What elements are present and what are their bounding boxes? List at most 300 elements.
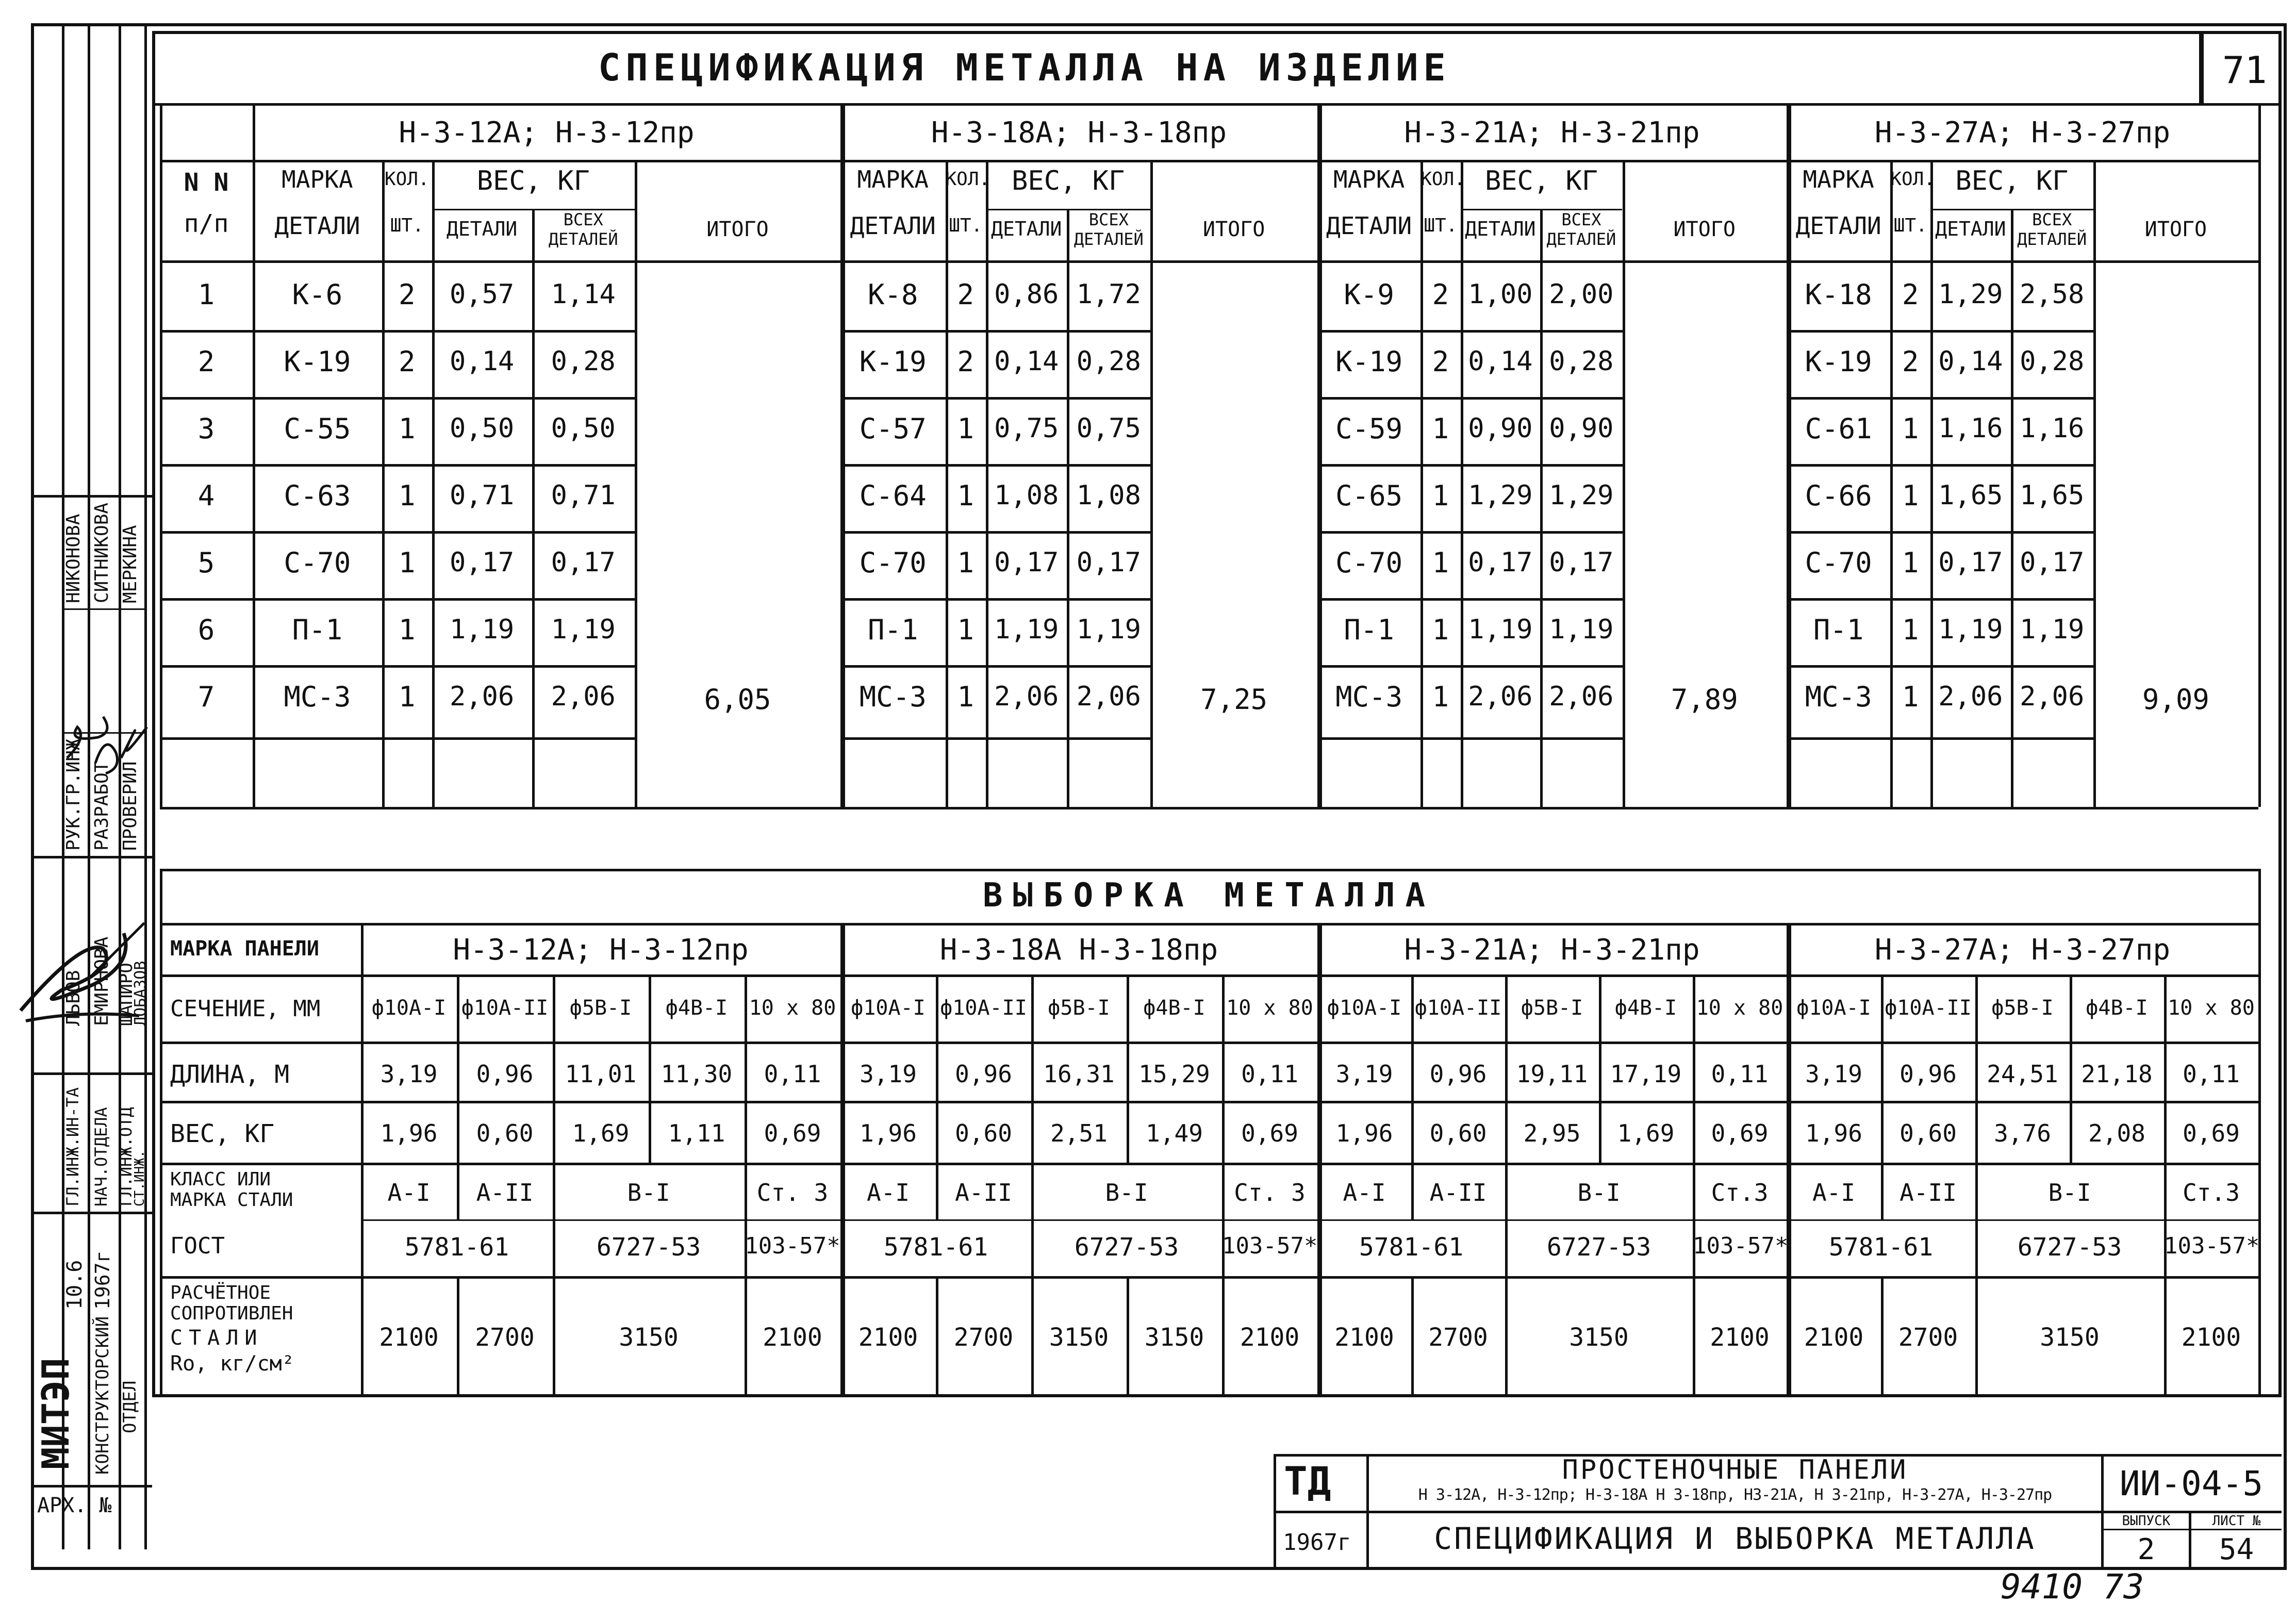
grid-line	[160, 531, 253, 534]
part-qty: 2	[1432, 345, 1449, 378]
part-mark: П-1	[292, 614, 343, 646]
row-number: 6	[197, 614, 215, 646]
vyborka-title: ВЫБОРКА МЕТАЛЛА	[983, 877, 1435, 915]
class-cell: Ст.3	[1711, 1179, 1769, 1206]
signature-scribble	[95, 745, 118, 773]
row-number: 4	[197, 480, 215, 512]
section-cell: ф10А-I	[371, 996, 447, 1020]
signature-scribble	[88, 923, 144, 980]
part-weight: 1,29	[1938, 279, 2003, 310]
sidebar-position: СТ.ИНЖ.	[132, 1150, 147, 1206]
section-cell: ф10А-I	[1796, 996, 1871, 1020]
signatures	[10, 567, 155, 1083]
grid-line	[160, 665, 253, 668]
title-underline	[152, 103, 2282, 106]
grid-line	[160, 974, 2258, 977]
grid-line	[253, 464, 635, 467]
part-qty: 1	[1902, 614, 1919, 646]
stamp-line	[2101, 1529, 2282, 1530]
grid-line	[160, 330, 253, 333]
corner-divider	[2199, 31, 2204, 103]
part-mark: МС-3	[1805, 681, 1872, 713]
parts-weight: 2,58	[2020, 279, 2085, 310]
length-cell: 16,31	[1043, 1060, 1115, 1088]
num-header: п/п	[184, 209, 229, 238]
section-cell: 10 x 80	[2168, 996, 2255, 1020]
part-qty: 2	[1902, 345, 1919, 378]
grid-line	[160, 598, 253, 601]
length-cell: 3,19	[1805, 1060, 1862, 1088]
grid-line	[160, 869, 2258, 871]
part-mark: П-1	[867, 614, 918, 646]
weight-header: ВЕС, КГ	[1955, 166, 2069, 196]
part-qty: 1	[398, 614, 416, 646]
part-weight: 0,17	[1938, 547, 2003, 578]
parts-weight: 1,19	[551, 614, 616, 645]
weight-cell: 1,11	[668, 1119, 725, 1147]
parts-weight: 0,71	[551, 480, 616, 511]
all-parts-header: ДЕТАЛЕЙ	[1546, 229, 1616, 249]
part-weight: 1,00	[1468, 279, 1533, 310]
length-cell: 3,19	[380, 1060, 438, 1088]
grid-line	[361, 923, 364, 1395]
gost-cell: 5781-61	[404, 1233, 509, 1262]
all-parts-header: ВСЕХ	[563, 210, 603, 229]
section-cell: ф5В-I	[1521, 996, 1583, 1020]
sidebar-arch: АРХ. №	[37, 1494, 112, 1517]
grid-line	[160, 464, 253, 467]
part-weight: 1,19	[1468, 614, 1533, 645]
qty-header: ШТ.	[1893, 215, 1927, 236]
grid-line	[1787, 397, 2093, 400]
stamp-issue: 2	[2137, 1533, 2155, 1566]
sidebar-name: ЕМИРНОВА	[91, 936, 112, 1026]
grid-line	[1787, 737, 2093, 740]
part-qty: 2	[398, 278, 416, 311]
part-mark: К-19	[284, 345, 351, 378]
mark-header: ДЕТАЛИ	[1326, 212, 1412, 240]
grid-line	[160, 260, 2258, 263]
all-parts-header: ДЕТАЛЕЙ	[548, 229, 618, 249]
parts-weight: 0,28	[551, 346, 616, 377]
sidebar-position: РАЗРАБОТ	[91, 761, 112, 851]
grid-line	[1787, 330, 2093, 333]
stamp-line	[1366, 1454, 1369, 1570]
spec-group-title: Н-3-18А; Н-3-18пр	[931, 116, 1227, 150]
section-cell: ф10А-II	[461, 996, 549, 1020]
gost-cell: 6727-53	[1074, 1233, 1179, 1262]
weight-cell: 2,08	[2088, 1119, 2145, 1147]
weight-cell: 1,96	[1335, 1119, 1393, 1147]
resist-cell: 3150	[619, 1323, 679, 1352]
sidebar-name: ЛЬВОВ	[63, 970, 84, 1026]
part-qty: 1	[1432, 547, 1449, 579]
class-cell: А-II	[1899, 1179, 1957, 1206]
weight-cell: 2,95	[1523, 1119, 1581, 1147]
stamp-td: ТД	[1284, 1458, 1331, 1504]
row-number: 2	[197, 345, 215, 378]
part-weight: 0,17	[1468, 547, 1533, 578]
spec-group-title: Н-3-27А; Н-3-27пр	[1874, 116, 2171, 150]
handwritten-number: 9410 73	[2001, 1567, 2144, 1607]
sidebar-position: НАЧ.ОТДЕЛА	[91, 1107, 111, 1206]
parts-weight: 0,17	[1549, 547, 1614, 578]
part-mark: К-9	[1344, 278, 1394, 311]
total-header: ИТОГО	[2144, 218, 2207, 241]
parts-weight: 0,28	[1549, 346, 1614, 377]
group-total: 9,09	[2142, 683, 2209, 716]
length-cell: 11,01	[565, 1060, 637, 1088]
mark-header: МАРКА	[857, 166, 929, 193]
grid-line	[253, 737, 635, 740]
grid-line	[1317, 464, 1623, 467]
part-qty: 2	[398, 345, 416, 378]
length-cell: 3,19	[1335, 1060, 1393, 1088]
grid-line	[160, 1276, 2258, 1279]
section-cell: 10 x 80	[1226, 996, 1313, 1020]
length-cell: 24,51	[1987, 1060, 2058, 1088]
grid-line	[840, 923, 845, 1395]
grid-line	[1787, 665, 2093, 668]
row-label-length: ДЛИНА, М	[170, 1060, 290, 1089]
corner-number: 71	[2222, 48, 2267, 92]
parts-weight: 2,06	[1549, 681, 1614, 712]
part-mark: К-6	[292, 278, 343, 311]
mark-header: МАРКА	[1333, 166, 1405, 193]
parts-weight: 2,00	[1549, 279, 1614, 310]
class-cell: В-I	[1105, 1179, 1148, 1206]
stamp-code: ИИ-04-5	[2119, 1464, 2264, 1503]
part-weight: 0,90	[1468, 413, 1533, 444]
row-label-weight: ВЕС, КГ	[170, 1119, 275, 1148]
part-qty: 1	[1432, 412, 1449, 445]
resist-cell: 2700	[475, 1323, 535, 1352]
parts-weight: 2,06	[2020, 681, 2085, 712]
part-qty: 1	[1902, 480, 1919, 512]
weight-header: ВЕС, КГ	[476, 166, 590, 196]
qty-header: КОЛ.	[1420, 169, 1465, 190]
part-qty: 2	[1902, 278, 1919, 311]
resist-cell: 2700	[953, 1323, 1014, 1352]
weight-cell: 0,69	[2183, 1119, 2240, 1147]
grid-line	[160, 160, 2258, 162]
length-cell: 19,11	[1516, 1060, 1588, 1088]
class-cell: А-I	[387, 1179, 431, 1206]
sidebar-position: РУК.ГР.ИНЖ.	[63, 728, 84, 851]
part-mark: С-70	[859, 547, 927, 579]
gost-cell: 103-57*	[1693, 1233, 1789, 1259]
grid-line	[253, 330, 635, 333]
num-header: N N	[184, 168, 229, 197]
part-mark: К-19	[859, 345, 927, 378]
mark-header: ДЕТАЛИ	[850, 212, 936, 240]
length-cell: 17,19	[1610, 1060, 1682, 1088]
signature-scribble	[26, 1014, 139, 1021]
section-cell: 10 x 80	[1696, 996, 1783, 1020]
spec-group-title: Н-3-12А; Н-3-12пр	[399, 116, 695, 150]
all-parts-header: ВСЕХ	[1561, 210, 1601, 229]
grid-line	[160, 737, 253, 740]
resist-cell: 2100	[1334, 1323, 1394, 1352]
row-label-resist: РАСЧЁТНОЕ	[170, 1282, 271, 1303]
length-cell: 0,96	[955, 1060, 1012, 1088]
part-mark: С-70	[1805, 547, 1872, 579]
part-qty: 2	[1432, 278, 1449, 311]
grid-line	[160, 869, 162, 1395]
grid-line	[253, 665, 635, 668]
stamp-panels: Н 3-12А, Н-3-12пр; Н-3-18А Н 3-18пр, Н3-21А, Н 3-21пр, Н-3-27А, Н-3-27пр	[1418, 1486, 2052, 1504]
grid-line	[1317, 737, 1623, 740]
gost-cell: 103-57*	[2164, 1233, 2260, 1259]
part-mark: С-61	[1805, 412, 1872, 445]
grid-line	[361, 1219, 2258, 1221]
part-weight: 0,14	[1468, 346, 1533, 377]
gost-cell: 5781-61	[883, 1233, 988, 1262]
section-cell: ф10А-I	[1327, 996, 1402, 1020]
resist-cell: 3150	[1569, 1323, 1629, 1352]
spec-group-title: Н-3-21А; Н-3-21пр	[1404, 116, 1700, 150]
grid-line	[160, 807, 2258, 809]
part-qty: 1	[398, 547, 416, 579]
part-mark: С-63	[284, 480, 351, 512]
resist-cell: 2100	[1240, 1323, 1300, 1352]
class-cell: В-I	[627, 1179, 670, 1206]
grid-line	[840, 330, 1150, 333]
part-qty: 1	[957, 547, 974, 579]
row-label-class: КЛАСС ИЛИ	[170, 1169, 271, 1190]
part-mark: К-19	[1805, 345, 1872, 378]
row-number: 7	[197, 681, 215, 713]
grid-line	[160, 397, 253, 400]
grid-line	[160, 1163, 2258, 1165]
length-cell: 15,29	[1138, 1060, 1210, 1088]
section-cell: ф10А-II	[1414, 996, 1502, 1020]
resist-cell: 2100	[1710, 1323, 1770, 1352]
part-qty: 1	[1432, 614, 1449, 646]
sidebar-line	[31, 1212, 152, 1214]
sidebar-name: ЛОБАЗОВ	[131, 961, 150, 1026]
part-mark: С-70	[1335, 547, 1403, 579]
resist-cell: 3150	[2040, 1323, 2100, 1352]
weight-cell: 0,60	[1429, 1119, 1487, 1147]
part-mark: С-55	[284, 412, 351, 445]
grid-line	[1787, 923, 1791, 1395]
parts-weight: 0,17	[1076, 547, 1141, 578]
grid-line	[1787, 531, 2093, 534]
row-label-gost: ГОСТ	[170, 1233, 225, 1259]
mark-header: ДЕТАЛИ	[274, 212, 360, 240]
class-cell: Ст. 3	[756, 1179, 829, 1206]
part-weight: 0,86	[994, 279, 1059, 310]
part-mark: К-8	[867, 278, 918, 311]
class-cell: А-I	[866, 1179, 910, 1206]
resist-cell: 2100	[858, 1323, 918, 1352]
per-part-header: ДЕТАЛИ	[1465, 218, 1536, 240]
grid-line	[840, 464, 1150, 467]
row-number: 3	[197, 412, 215, 445]
parts-weight: 1,14	[551, 279, 616, 310]
class-cell: А-II	[955, 1179, 1012, 1206]
grid-line	[253, 531, 635, 534]
sidebar-name: НИКОНОВА	[63, 514, 84, 603]
stamp-name: ПРОСТЕНОЧНЫЕ ПАНЕЛИ	[1562, 1454, 1908, 1485]
vyborka-group-title: Н-3-21А; Н-3-21пр	[1404, 933, 1700, 967]
part-mark: К-19	[1335, 345, 1403, 378]
length-cell: 0,96	[476, 1060, 534, 1088]
grid-line	[1787, 464, 2093, 467]
length-cell: 0,96	[1429, 1060, 1487, 1088]
part-weight: 2,06	[1468, 681, 1533, 712]
resist-cell: 2100	[1804, 1323, 1864, 1352]
parts-weight: 0,28	[2020, 346, 2085, 377]
row-label-section: СЕЧЕНИЕ, ММ	[170, 996, 321, 1022]
class-cell: А-II	[476, 1179, 534, 1206]
part-weight: 2,06	[994, 681, 1059, 712]
sidebar-position: ГЛ.ИНЖ.ИН-ТА	[63, 1087, 82, 1206]
parts-weight: 0,17	[551, 547, 616, 578]
row-label-panel: МАРКА ПАНЕЛИ	[170, 937, 319, 961]
weight-cell: 0,60	[476, 1119, 534, 1147]
stamp-sheet-label: ЛИСТ №	[2212, 1513, 2261, 1529]
length-cell: 0,11	[2183, 1060, 2240, 1088]
weight-cell: 0,69	[1241, 1119, 1298, 1147]
parts-weight: 0,28	[1076, 346, 1141, 377]
weight-cell: 1,69	[572, 1119, 630, 1147]
part-weight: 2,06	[449, 681, 515, 712]
part-qty: 2	[957, 278, 974, 311]
parts-weight: 1,16	[2020, 413, 2085, 444]
qty-header: ШТ.	[390, 215, 424, 236]
parts-weight: 1,19	[1549, 614, 1614, 645]
part-weight: 0,75	[994, 413, 1059, 444]
row-label-class: МАРКА СТАЛИ	[170, 1189, 293, 1211]
part-mark: МС-3	[859, 681, 927, 713]
part-qty: 1	[1902, 547, 1919, 579]
part-weight: 0,14	[1938, 346, 2003, 377]
gost-cell: 6727-53	[2017, 1233, 2122, 1262]
sidebar-org: МИТЭП	[34, 1358, 77, 1469]
qty-header: КОЛ.	[1890, 169, 1935, 190]
part-qty: 1	[398, 412, 416, 445]
parts-weight: 1,72	[1076, 279, 1141, 310]
class-cell: А-II	[1429, 1179, 1487, 1206]
gost-cell: 103-57*	[1222, 1233, 1318, 1259]
length-cell: 3,19	[860, 1060, 917, 1088]
total-header: ИТОГО	[1202, 218, 1265, 241]
grid-line	[840, 598, 1150, 601]
gost-cell: 5781-61	[1359, 1233, 1464, 1262]
length-cell: 0,11	[1711, 1060, 1769, 1088]
group-total: 7,89	[1671, 683, 1738, 716]
mark-header: МАРКА	[1803, 166, 1874, 193]
sidebar-date: 1967г	[91, 1250, 114, 1310]
all-parts-header: ВСЕХ	[1088, 210, 1129, 229]
grid-line	[1317, 531, 1623, 534]
part-qty: 1	[1902, 412, 1919, 445]
parts-weight: 1,19	[2020, 614, 2085, 645]
weight-cell: 0,60	[1899, 1119, 1957, 1147]
parts-weight: 2,06	[551, 681, 616, 712]
parts-weight: 1,19	[1076, 614, 1141, 645]
all-parts-header: ДЕТАЛЕЙ	[1073, 229, 1144, 249]
grid-line	[253, 397, 635, 400]
mark-header: МАРКА	[282, 166, 353, 193]
row-label-resist: Ro, кг/см²	[170, 1352, 294, 1376]
part-weight: 1,65	[1938, 480, 2003, 511]
section-cell: ф5В-I	[1991, 996, 2054, 1020]
length-cell: 11,30	[660, 1060, 733, 1088]
sidebar-line	[31, 1485, 152, 1487]
qty-header: ШТ.	[1424, 215, 1458, 236]
signature-scribble	[121, 727, 147, 758]
resist-cell: 2700	[1428, 1323, 1488, 1352]
section-cell: ф4В-I	[2086, 996, 2148, 1020]
class-cell: Ст.3	[2183, 1179, 2240, 1206]
part-weight: 1,29	[1468, 480, 1533, 511]
sidebar-name: МЕРКИНА	[120, 525, 141, 603]
parts-weight: 1,65	[2020, 480, 2085, 511]
part-weight: 1,19	[994, 614, 1059, 645]
qty-header: КОЛ.	[945, 169, 990, 190]
part-qty: 1	[957, 412, 974, 445]
part-mark: С-57	[859, 412, 927, 445]
total-header: ИТОГО	[1673, 218, 1736, 241]
part-weight: 2,06	[1938, 681, 2003, 712]
grid-line	[2258, 103, 2261, 807]
section-cell: ф4В-I	[665, 996, 728, 1020]
grid-line	[840, 665, 1150, 668]
part-qty: 1	[1902, 681, 1919, 713]
resist-cell: 2100	[379, 1323, 439, 1352]
weight-cell: 3,76	[1994, 1119, 2051, 1147]
length-cell: 0,11	[1241, 1060, 1298, 1088]
part-weight: 0,50	[449, 413, 515, 444]
parts-weight: 0,17	[2020, 547, 2085, 578]
section-cell: 10 x 80	[749, 996, 836, 1020]
grid-line	[1787, 598, 2093, 601]
part-mark: МС-3	[284, 681, 351, 713]
section-cell: ф4В-I	[1143, 996, 1205, 1020]
qty-header: КОЛ.	[384, 169, 430, 190]
group-total: 7,25	[1200, 683, 1268, 716]
grid-line	[1317, 923, 1322, 1395]
section-cell: ф4В-I	[1614, 996, 1677, 1020]
part-qty: 1	[398, 480, 416, 512]
sidebar-line	[31, 495, 152, 498]
grid-line	[1317, 397, 1623, 400]
parts-weight: 1,29	[1549, 480, 1614, 511]
sidebar-position: ПРОВЕРИЛ	[120, 761, 141, 851]
part-mark: С-64	[859, 480, 927, 512]
class-cell: Ст. 3	[1234, 1179, 1306, 1206]
section-cell: ф5В-I	[1048, 996, 1110, 1020]
weight-cell: 0,69	[1711, 1119, 1769, 1147]
grid-line	[840, 397, 1150, 400]
resist-cell: 3150	[1144, 1323, 1204, 1352]
part-weight: 0,14	[994, 346, 1059, 377]
per-part-header: ДЕТАЛИ	[446, 218, 518, 240]
part-qty: 1	[1432, 681, 1449, 713]
grid-line	[1317, 598, 1623, 601]
section-cell: ф5В-I	[569, 996, 632, 1020]
grid-line	[160, 923, 2258, 925]
stamp-issue-label: ВЫПУСК	[2122, 1513, 2171, 1529]
row-number: 5	[197, 547, 215, 579]
row-label-resist: СОПРОТИВЛЕН	[170, 1303, 293, 1324]
gost-cell: 5781-61	[1828, 1233, 1934, 1262]
class-cell: А-I	[1812, 1179, 1856, 1206]
resist-cell: 2100	[763, 1323, 822, 1352]
